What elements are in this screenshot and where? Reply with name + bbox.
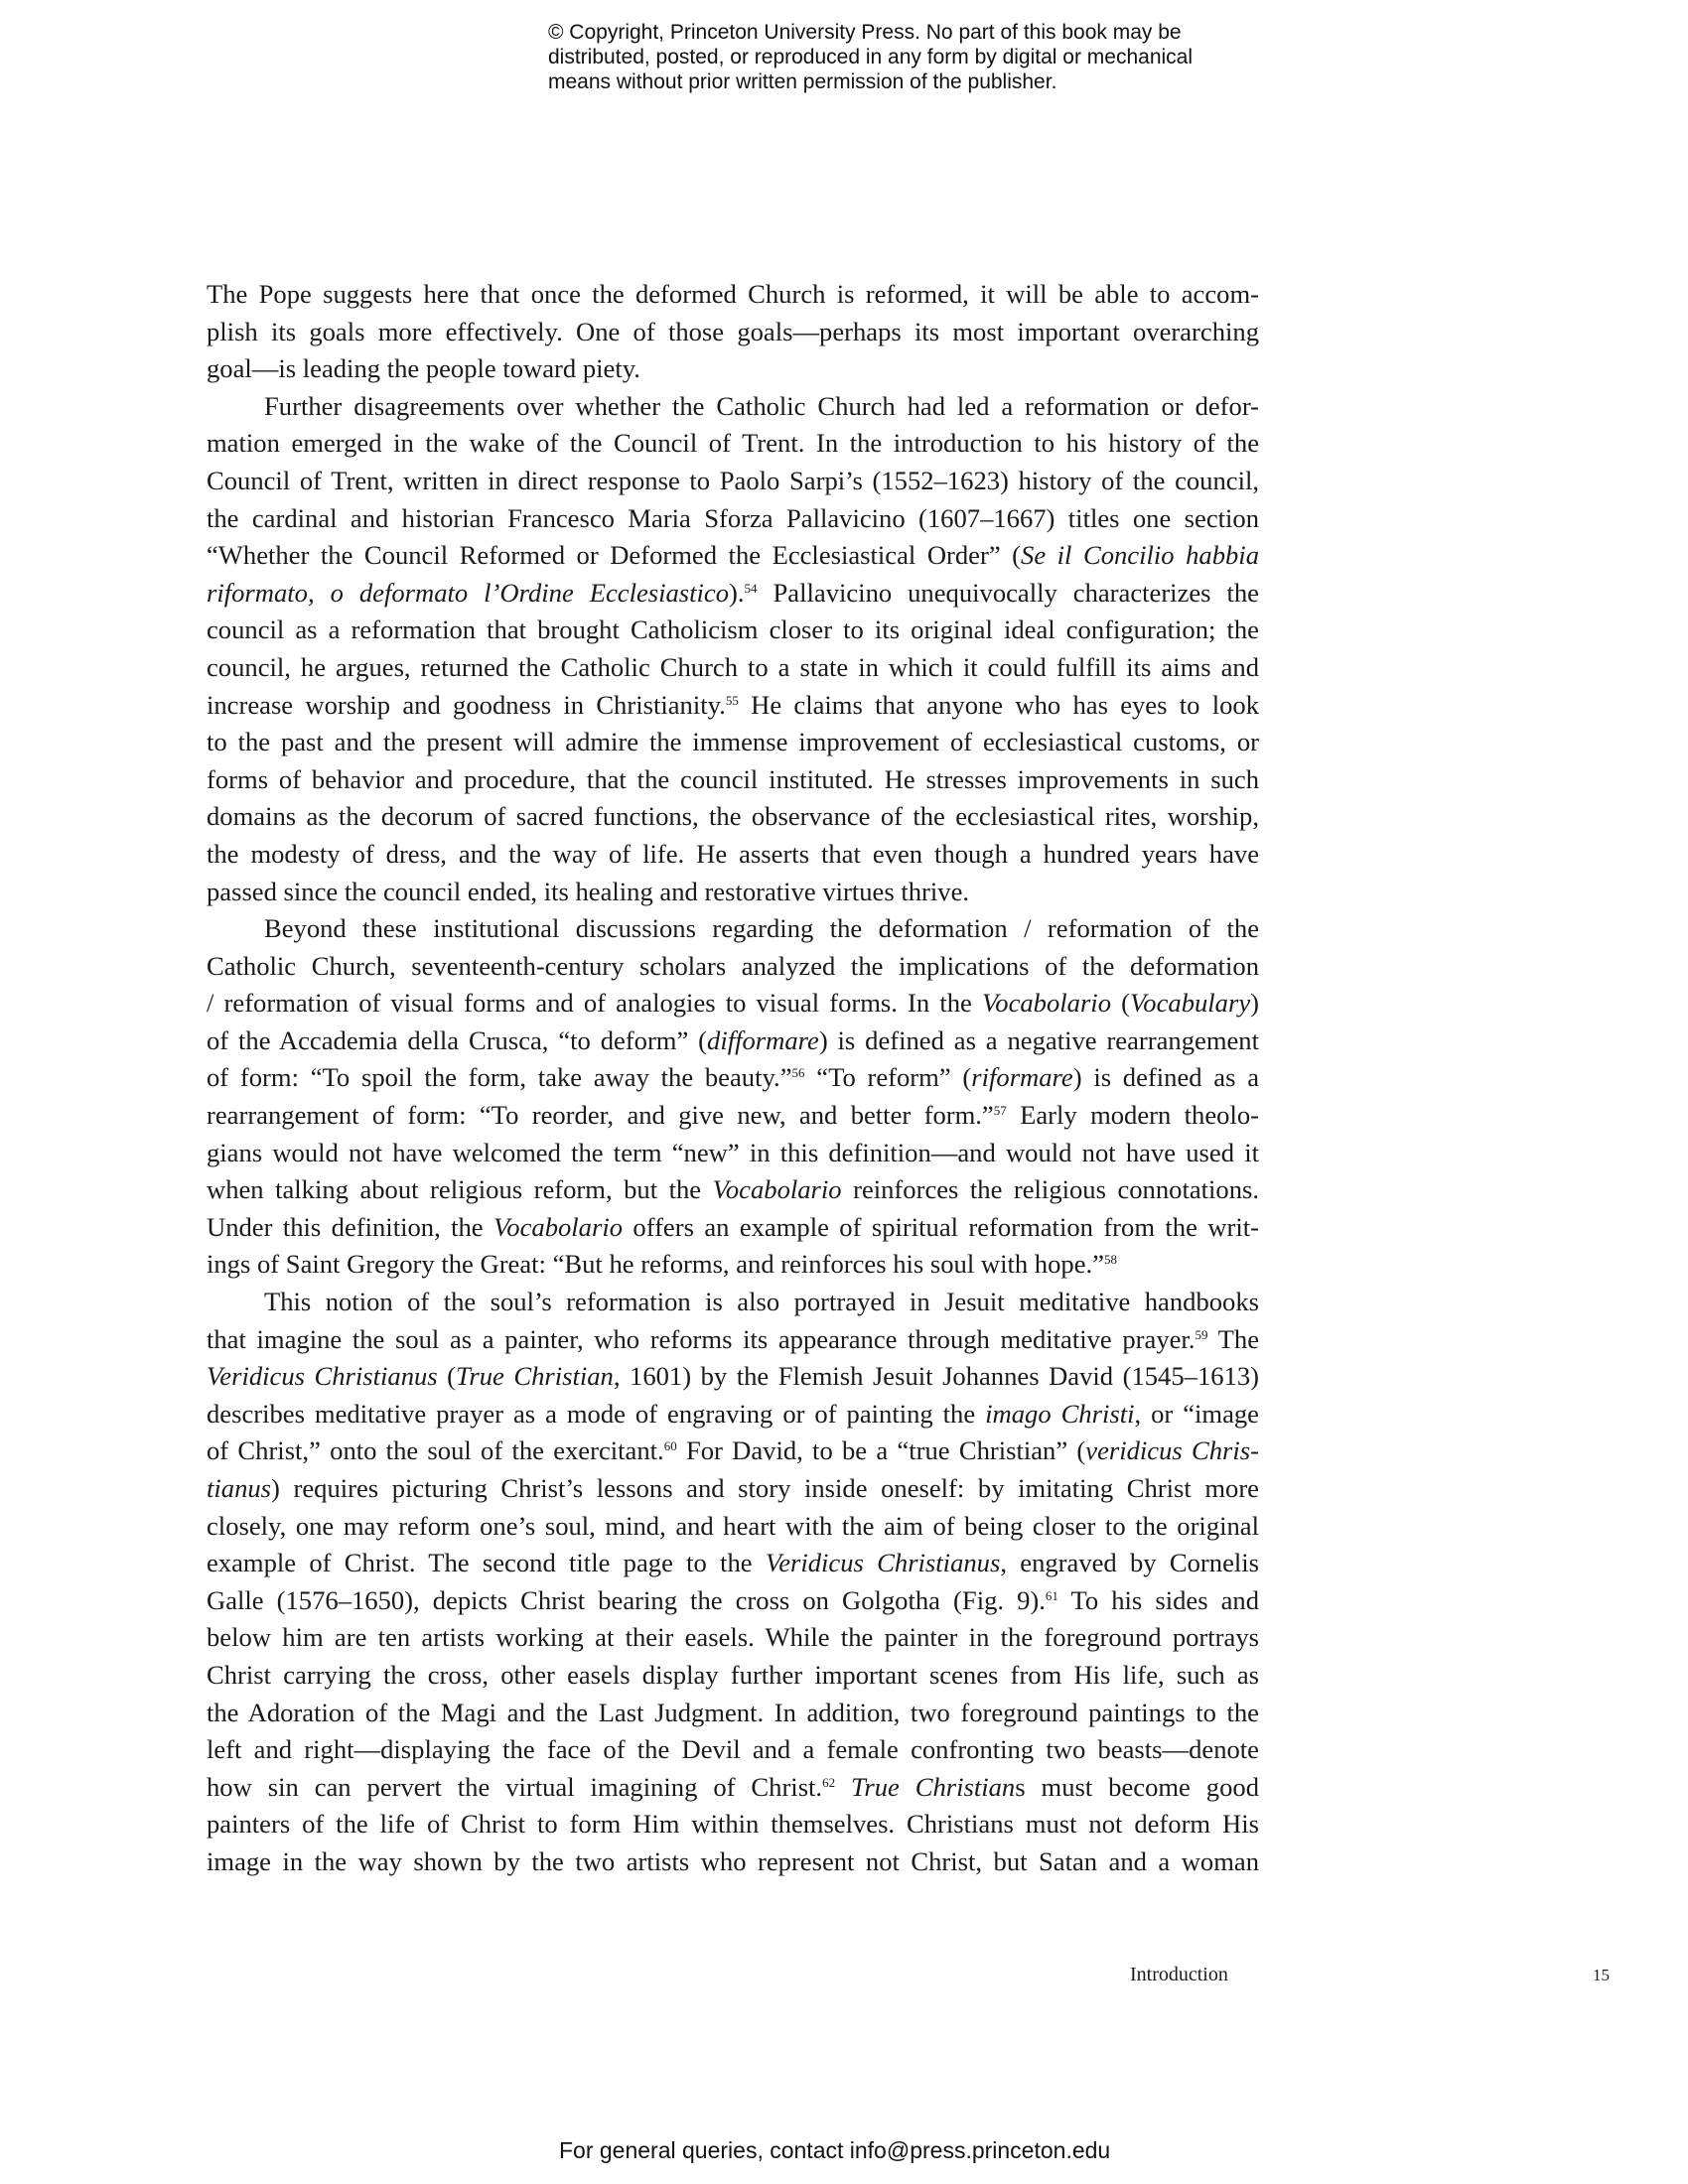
text-line: council as a reformation that brought Catholicism closer to its original ideal configuration; the	[207, 614, 1259, 645]
text-line: tianus) requires picturing Christ’s lessons and story inside oneself: by imitating Christ more	[207, 1473, 1259, 1503]
text-line: Council of Trent, written in direct response to Paolo Sarpi’s (1552–1623) history of the council,	[207, 465, 1259, 495]
text-line: “Whether the Council Reformed or Deformed the Ecclesiastical Order” (Se il Concilio habbia	[207, 540, 1259, 571]
text-line: riformato, o deformato l’Ordine Ecclesiastico).$^{54}$ Pallavicino unequivocally characterizes the	[207, 577, 1259, 608]
text-line: This notion of the soul’s reformation is also portrayed in Jesuit meditative handbooks	[264, 1287, 1259, 1317]
copyright-line: © Copyright, Princeton University Press. No part of this book may be	[548, 21, 1182, 44]
text-line: how sin can pervert the virtual imagining of Christ.$^{62}$ True Christians must become good	[207, 1771, 1259, 1802]
running-head: Introduction	[1130, 1964, 1228, 1985]
text-line: forms of behavior and procedure, that the council instituted. He stresses improvements in such	[207, 763, 1259, 794]
text-line: plish its goals more effectively. One of those goals—perhaps its most important overarching	[207, 316, 1259, 346]
text-line: when talking about religious reform, but the Vocabolario reinforces the religious connotations.	[207, 1174, 1260, 1205]
text-line: that imagine the soul as a painter, who reforms its appearance through meditative prayer.$^{59}$ The	[207, 1323, 1260, 1354]
text-line: of the Accademia della Crusca, “to deform” (difformare) is defined as a negative rearrangement	[207, 1024, 1259, 1055]
copyright-notice	[548, 20, 1243, 94]
text-line: the cardinal and historian Francesco Maria Sforza Pallavicino (1607–1667) titles one section	[207, 502, 1259, 533]
text-line: Catholic Church, seventeenth-century scholars analyzed the implications of the deformation	[207, 950, 1259, 981]
text-line: closely, one may reform one’s soul, mind, and heart with the aim of being closer to the original	[207, 1510, 1259, 1541]
footer-contact: For general queries, contact info@press.princeton.edu	[559, 2137, 1111, 2163]
text-line: domains as the decorum of sacred functions, the observance of the ecclesiastical rites, worship,	[207, 801, 1259, 832]
copyright-line: means without prior written permission of the publisher.	[548, 70, 1057, 93]
text-line: of form: “To spoil the form, take away the beauty.”$^{56}$ “To reform” (riformare) is defined as a	[207, 1062, 1259, 1093]
text-line: image in the way shown by the two artists who represent not Christ, but Satan and a woman	[207, 1845, 1259, 1876]
text-line: Veridicus Christianus (True Christian, 1601) by the Flemish Jesuit Johannes David (1545–1613)	[207, 1361, 1259, 1392]
text-line: the Adoration of the Magi and the Last Judgment. In addition, two foreground paintings to the	[207, 1697, 1259, 1727]
text-line: mation emerged in the wake of the Council of Trent. In the introduction to his history of the	[207, 428, 1259, 459]
text-line: Under this definition, the Vocabolario offers an example of spiritual reformation from the writ-	[207, 1211, 1259, 1242]
text-line: Beyond these institutional discussions regarding the deformation / reformation of the	[264, 913, 1259, 944]
text-line: The Pope suggests here that once the deformed Church is reformed, it will be able to accom-	[207, 279, 1259, 309]
text-line: example of Christ. The second title page to the Veridicus Christianus, engraved by Cornelis	[207, 1548, 1259, 1578]
text-line: describes meditative prayer as a mode of engraving or of painting the imago Christi, or “image	[207, 1398, 1259, 1429]
text-line: the modesty of dress, and the way of life. He asserts that even though a hundred years have	[207, 838, 1259, 869]
text-line: increase worship and goodness in Christianity.$^{55}$ He claims that anyone who has eyes to look	[207, 689, 1260, 720]
text-line: / reformation of visual forms and of analogies to visual forms. In the Vocabolario (Vocabulary)	[207, 988, 1259, 1019]
text-line: painters of the life of Christ to form Him within themselves. Christians must not deform His	[207, 1809, 1259, 1840]
copyright-line: distributed, posted, or reproduced in any form by digital or mechanical	[548, 46, 1194, 68]
text-line: rearrangement of form: “To reorder, and give new, and better form.”$^{57}$ Early modern theolo-	[207, 1100, 1259, 1131]
text-line: ings of Saint Gregory the Great: “But he reforms, and reinforces his soul with hope.”$^{58}$	[207, 1249, 1117, 1280]
text-line: of Christ,” onto the soul of the exercitant.$^{60}$ For David, to be a “true Christian” (veridicus Chris-	[207, 1435, 1260, 1466]
text-line: to the past and the present will admire the immense improvement of ecclesiastical customs, or	[207, 727, 1259, 757]
text-line: passed since the council ended, its healing and restorative virtues thrive.	[207, 876, 970, 906]
page-number: 15	[1593, 1966, 1610, 1984]
text-line: Further disagreements over whether the Catholic Church had led a reformation or defor-	[264, 390, 1259, 421]
text-line: Christ carrying the cross, other easels display further important scenes from His life, such as	[207, 1659, 1259, 1690]
text-line: goal—is leading the people toward piety.	[207, 353, 640, 384]
body-text	[207, 276, 1259, 1881]
text-line: gians would not have welcomed the term “new” in this definition—and would not have used it	[207, 1137, 1259, 1167]
text-line: left and right—displaying the face of the Devil and a female confronting two beasts—denote	[207, 1734, 1259, 1765]
text-line: council, he argues, returned the Catholic Church to a state in which it could fulfill its aims and	[207, 651, 1259, 682]
text-line: Galle (1576–1650), depicts Christ bearing the cross on Golgotha (Fig. 9).$^{61}$ To his sides and	[207, 1584, 1260, 1615]
text-line: below him are ten artists working at their easels. While the painter in the foreground portrays	[207, 1622, 1259, 1653]
